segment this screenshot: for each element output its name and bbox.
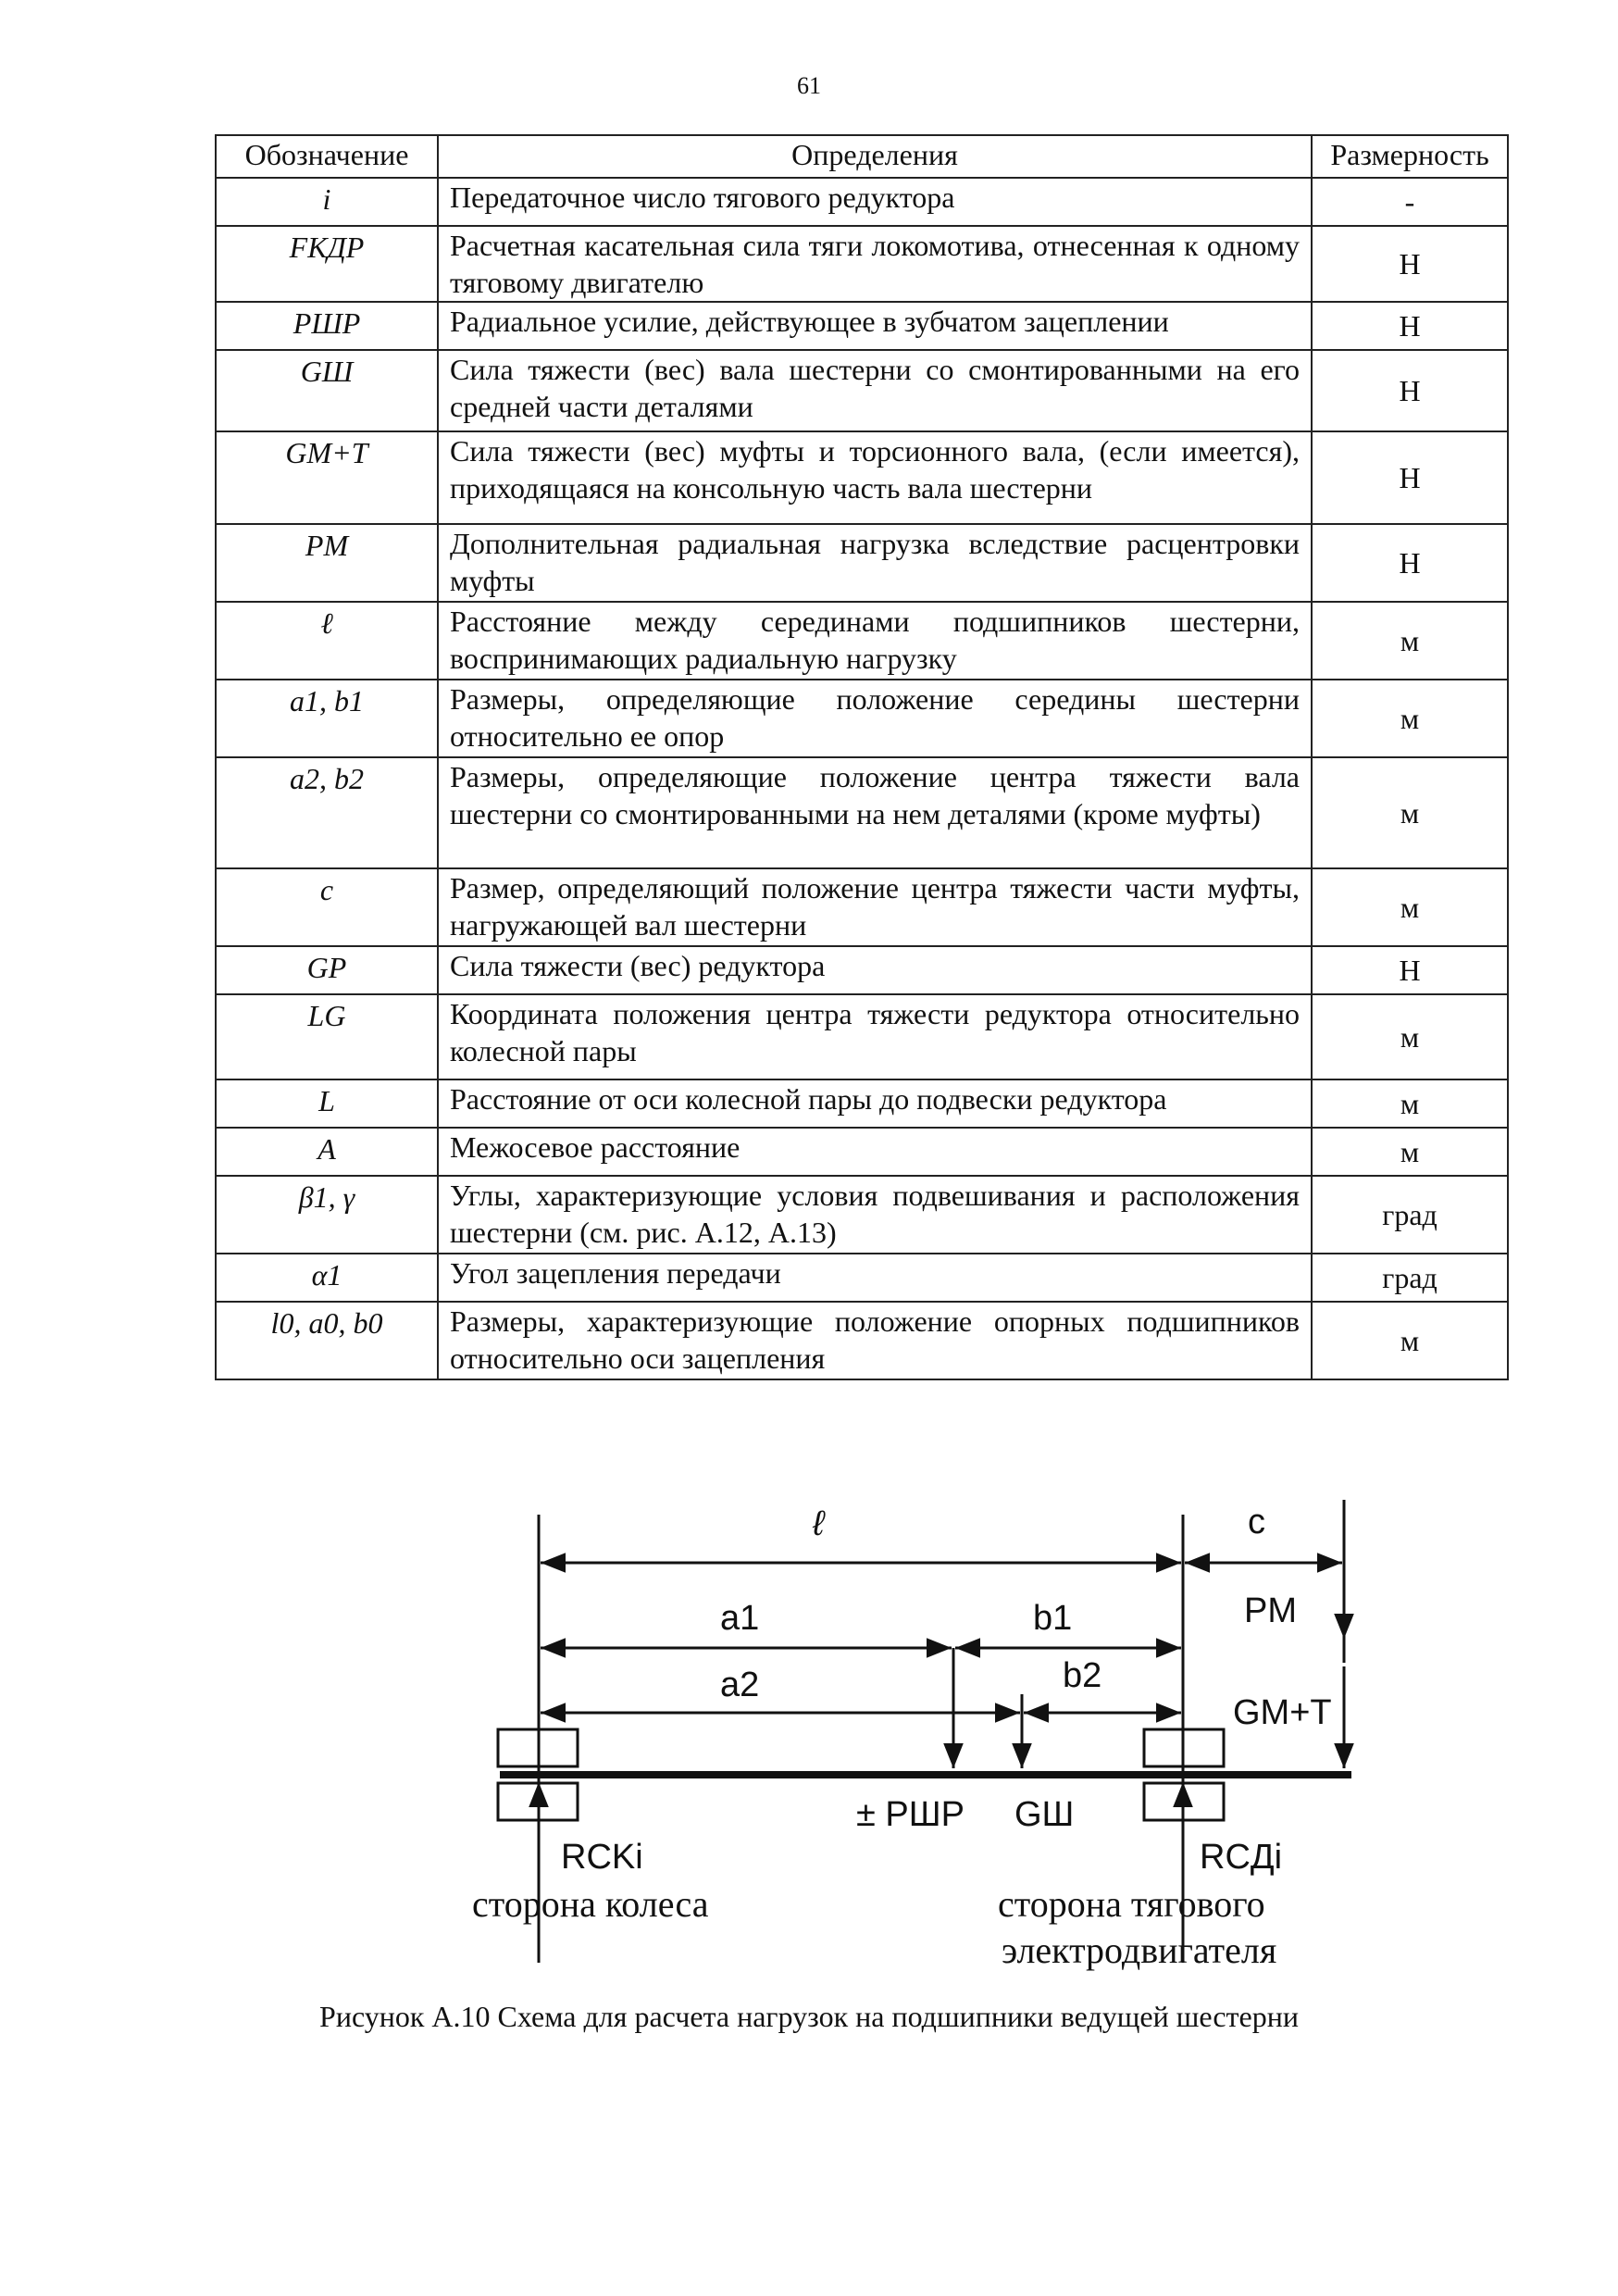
table-row [216, 524, 1508, 602]
table-row [216, 602, 1508, 680]
header-definition: Определения [438, 135, 1312, 178]
label-a1: a1 [720, 1599, 760, 1638]
table-row [216, 757, 1508, 868]
symbol-cell: PШР [216, 302, 438, 350]
table-row [216, 178, 1508, 226]
table-row [216, 1128, 1508, 1176]
dimension-cell: Н [1312, 524, 1508, 602]
table-row [216, 226, 1508, 302]
symbol-cell: FКДР [216, 226, 438, 302]
symbol-cell: c [216, 868, 438, 946]
dimension-cell: м [1312, 680, 1508, 757]
definition-cell: Межосевое расстояние [438, 1128, 1312, 1176]
table-body [216, 178, 1508, 1379]
header-dimension: Размерность [1312, 135, 1508, 178]
label-c: c [1248, 1503, 1265, 1541]
definition-cell: Сила тяжести (вес) редуктора [438, 946, 1312, 994]
definition-cell: Размеры, определяющие положение середины шестерни относительно ее опор [438, 680, 1312, 757]
table-row [216, 1176, 1508, 1254]
definition-cell: Размеры, определяющие положение центра тяжести вала шестерни со смонтированными на нем деталями (кроме муфты) [438, 757, 1312, 868]
table-row [216, 350, 1508, 431]
definition-cell: Размер, определяющий положение центра тяжести части муфты, нагружающей вал шестерни [438, 868, 1312, 946]
label-l: ℓ [813, 1504, 825, 1543]
dimension-cell: Н [1312, 226, 1508, 302]
header-symbol: Обозначение [216, 135, 438, 178]
dimension-cell: м [1312, 1302, 1508, 1379]
dimension-cell: Н [1312, 946, 1508, 994]
definitions-table [215, 134, 1509, 1380]
table-row [216, 946, 1508, 994]
symbol-cell: GМ+Т [216, 431, 438, 524]
symbol-cell: ℓ [216, 602, 438, 680]
dimension-cell: м [1312, 994, 1508, 1079]
symbol-cell: i [216, 178, 438, 226]
symbol-cell: l0, a0, b0 [216, 1302, 438, 1379]
definition-cell: Углы, характеризующие условия подвешивания и расположения шестерни (см. рис. А.12, А.13) [438, 1176, 1312, 1254]
label-b2: b2 [1063, 1656, 1102, 1695]
symbol-cell: GР [216, 946, 438, 994]
dimension-cell: м [1312, 868, 1508, 946]
dimension-cell: м [1312, 1079, 1508, 1128]
definition-cell: Расчетная касательная сила тяги локомотива, отнесенная к одному тяговому двигателю [438, 226, 1312, 302]
symbol-cell: a2, b2 [216, 757, 438, 868]
symbol-cell: a1, b1 [216, 680, 438, 757]
label-rcki: RCKi [561, 1838, 643, 1877]
dimension-cell: Н [1312, 350, 1508, 431]
symbol-cell: A [216, 1128, 438, 1176]
definition-cell: Расстояние от оси колесной пары до подвески редуктора [438, 1079, 1312, 1128]
definition-cell: Угол зацепления передачи [438, 1254, 1312, 1302]
table-row [216, 302, 1508, 350]
dimension-cell: град [1312, 1176, 1508, 1254]
dimension-cell: град [1312, 1254, 1508, 1302]
definition-cell: Дополнительная радиальная нагрузка вследствие расцентровки муфты [438, 524, 1312, 602]
bearing-load-diagram [435, 1481, 1361, 1981]
table-row [216, 1079, 1508, 1128]
symbol-cell: GШ [216, 350, 438, 431]
dimension-cell: - [1312, 178, 1508, 226]
label-motor-side-1: сторона тягового [998, 1883, 1265, 1925]
label-gsh: GШ [1014, 1795, 1075, 1834]
table-row [216, 1302, 1508, 1379]
page-number: 61 [797, 72, 821, 99]
label-motor-side-2: электродвигателя [1002, 1929, 1277, 1971]
symbol-cell: α1 [216, 1254, 438, 1302]
definition-cell: Расстояние между серединами подшипников шестерни, воспринимающих радиальную нагрузку [438, 602, 1312, 680]
definition-cell: Сила тяжести (вес) муфты и торсионного вала, (если имеется), приходящаяся на консольную часть вала шестерни [438, 431, 1312, 524]
label-pshr: ± PШР [856, 1795, 965, 1834]
definition-cell: Сила тяжести (вес) вала шестерни со смонтированными на его средней части деталями [438, 350, 1312, 431]
symbol-cell: L [216, 1079, 438, 1128]
definition-cell: Радиальное усилие, действующее в зубчатом зацеплении [438, 302, 1312, 350]
definition-cell: Размеры, характеризующие положение опорных подшипников относительно оси зацепления [438, 1302, 1312, 1379]
label-pm: PM [1244, 1591, 1297, 1630]
label-wheel-side: сторона колеса [472, 1883, 709, 1925]
symbol-cell: LG [216, 994, 438, 1079]
label-a2: a2 [720, 1666, 760, 1704]
table-header-row [216, 135, 1508, 178]
table-row [216, 680, 1508, 757]
dimension-cell: м [1312, 1128, 1508, 1176]
label-rcdi: RCДi [1200, 1838, 1283, 1877]
dimension-cell: м [1312, 602, 1508, 680]
definition-cell: Передаточное число тягового редуктора [438, 178, 1312, 226]
table-row [216, 868, 1508, 946]
dimension-cell: Н [1312, 431, 1508, 524]
symbol-cell: β1, γ [216, 1176, 438, 1254]
label-b1: b1 [1033, 1599, 1073, 1638]
table-row [216, 994, 1508, 1079]
table-row [216, 1254, 1508, 1302]
figure-caption: Рисунок А.10 Схема для расчета нагрузок на подшипники ведущей шестерни [319, 2000, 1299, 2033]
label-gmt: GM+T [1233, 1693, 1332, 1732]
dimension-cell: Н [1312, 302, 1508, 350]
dimension-cell: м [1312, 757, 1508, 868]
table-row [216, 431, 1508, 524]
symbol-cell: PМ [216, 524, 438, 602]
definition-cell: Координата положения центра тяжести редуктора относительно колесной пары [438, 994, 1312, 1079]
